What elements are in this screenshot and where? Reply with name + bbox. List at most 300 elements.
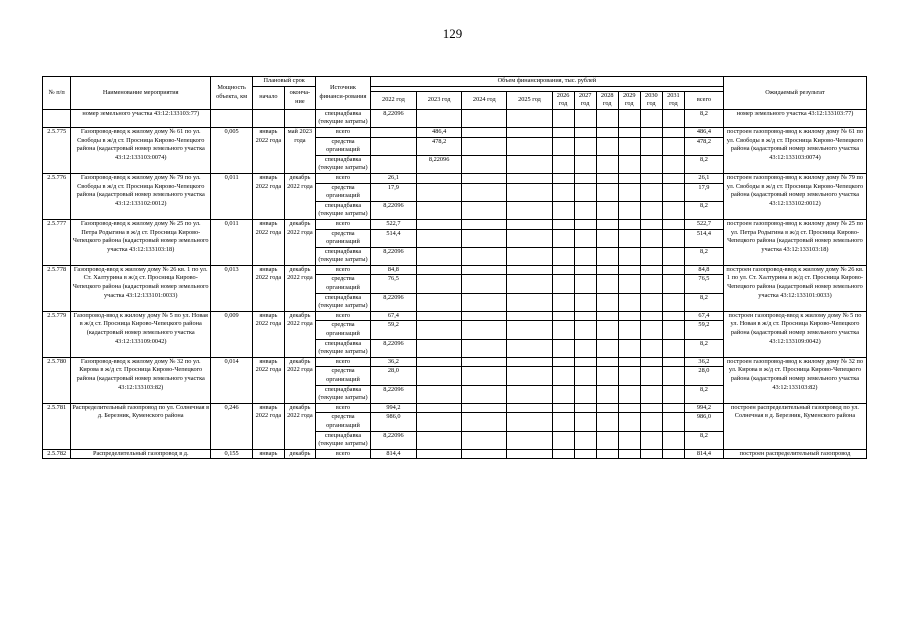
amount-empty xyxy=(662,339,684,357)
amount-empty xyxy=(596,247,618,265)
amount-2022: 986,0 xyxy=(370,413,416,431)
header-result: Ожидаемый результат xyxy=(723,77,866,110)
amount-2023 xyxy=(417,367,462,385)
amount-2023 xyxy=(417,321,462,339)
amount-empty xyxy=(507,183,552,201)
amount-empty xyxy=(618,293,640,311)
amount-empty xyxy=(640,321,662,339)
amount-total: 84,8 xyxy=(684,265,723,275)
table-row xyxy=(43,265,867,275)
amount-empty xyxy=(618,449,640,459)
header-year: 2024 год xyxy=(462,91,507,109)
row-start: январь xyxy=(253,449,285,459)
amount-empty xyxy=(596,275,618,293)
row-result: построен газопровод-ввод к жилому дому № 25 по ул. Петра Родыгина в ж/д ст. Просница Кирово-Чепецкого района (кадастровый номер земельного участка 43:12:133103:18) xyxy=(723,219,866,265)
amount-empty xyxy=(618,265,640,275)
amount-empty xyxy=(596,127,618,137)
row-source: спецнадбавка (текущие затраты) xyxy=(316,155,371,173)
row-capacity: 0,011 xyxy=(211,219,253,265)
amount-empty xyxy=(640,413,662,431)
amount-empty xyxy=(552,229,574,247)
amount-empty xyxy=(662,219,684,229)
amount-2023 xyxy=(417,201,462,219)
amount-empty xyxy=(552,219,574,229)
amount-empty xyxy=(596,219,618,229)
amount-empty xyxy=(462,339,507,357)
amount-2023: 486,4 xyxy=(417,127,462,137)
row-num: 2.5.777 xyxy=(43,219,71,265)
amount-2022: 8,22096 xyxy=(370,385,416,403)
amount-empty xyxy=(507,357,552,367)
amount-2022: 17,9 xyxy=(370,183,416,201)
amount-empty xyxy=(596,183,618,201)
table-row xyxy=(43,311,867,321)
amount-2023 xyxy=(417,431,462,449)
amount-total: 514,4 xyxy=(684,229,723,247)
row-num xyxy=(43,109,71,127)
amount-empty xyxy=(596,201,618,219)
amount-empty xyxy=(618,413,640,431)
amount-empty xyxy=(662,357,684,367)
row-end xyxy=(284,109,316,127)
amount-total: 8,2 xyxy=(684,155,723,173)
amount-total: 478,2 xyxy=(684,137,723,155)
amount-empty xyxy=(640,137,662,155)
amount-empty xyxy=(596,229,618,247)
row-name: Газопровод-ввод к жилому дому № 25 по ул. Петра Родыгина в ж/д ст. Просница Кирово-Чепецкого района (кадастровый номер земельного участка 43:12:133103:18) xyxy=(71,219,211,265)
amount-empty xyxy=(596,265,618,275)
amount-empty xyxy=(640,219,662,229)
amount-empty xyxy=(507,275,552,293)
row-end: декабрь 2022 года xyxy=(284,357,316,403)
row-num: 2.5.776 xyxy=(43,173,71,219)
amount-total: 76,5 xyxy=(684,275,723,293)
amount-empty xyxy=(574,431,596,449)
amount-empty xyxy=(618,357,640,367)
amount-empty xyxy=(462,275,507,293)
amount-2022: 59,2 xyxy=(370,321,416,339)
amount-2022 xyxy=(370,155,416,173)
amount-empty xyxy=(552,137,574,155)
amount-empty xyxy=(618,275,640,293)
amount-empty xyxy=(662,109,684,127)
amount-2023 xyxy=(417,403,462,413)
amount-2023 xyxy=(417,449,462,459)
amount-empty xyxy=(640,403,662,413)
row-num: 2.5.782 xyxy=(43,449,71,459)
amount-empty xyxy=(462,321,507,339)
amount-2023 xyxy=(417,219,462,229)
amount-2022: 8,22096 xyxy=(370,339,416,357)
amount-empty xyxy=(552,201,574,219)
row-end: декабрь 2022 года xyxy=(284,311,316,357)
row-source: средства организаций xyxy=(316,321,371,339)
amount-empty xyxy=(662,403,684,413)
row-capacity: 0,013 xyxy=(211,265,253,311)
amount-empty xyxy=(662,311,684,321)
amount-empty xyxy=(640,265,662,275)
amount-empty xyxy=(662,173,684,183)
amount-empty xyxy=(462,431,507,449)
amount-empty xyxy=(552,275,574,293)
amount-empty xyxy=(574,265,596,275)
amount-empty xyxy=(507,449,552,459)
amount-empty xyxy=(640,357,662,367)
row-result: построен газопровод-ввод к жилому дому № 5 по ул. Новая в ж/д ст. Просница Кирово-Чепецкого района (кадастровый номер земельного участка 43:12:133109:0042) xyxy=(723,311,866,357)
amount-empty xyxy=(640,173,662,183)
amount-total: 986,0 xyxy=(684,413,723,431)
row-result: построен газопровод-ввод к жилому дому № 26 кв. 1 по ул. Ст. Халтурина в ж/д ст. Просница Кирово-Чепецкого района (кадастровый номер земельного участка 43:12:133101:0033) xyxy=(723,265,866,311)
header-year: 2029 год xyxy=(618,91,640,109)
amount-2022: 76,5 xyxy=(370,275,416,293)
amount-empty xyxy=(640,127,662,137)
amount-empty xyxy=(662,229,684,247)
table-row xyxy=(43,403,867,413)
amount-empty xyxy=(552,311,574,321)
amount-2023 xyxy=(417,357,462,367)
header-year: 2031 год xyxy=(662,91,684,109)
amount-empty xyxy=(618,311,640,321)
header-year: 2023 год xyxy=(417,91,462,109)
amount-empty xyxy=(507,431,552,449)
amount-2022: 522,7 xyxy=(370,219,416,229)
amount-empty xyxy=(662,367,684,385)
row-capacity: 0,009 xyxy=(211,311,253,357)
amount-empty xyxy=(507,229,552,247)
row-source: всего xyxy=(316,403,371,413)
amount-empty xyxy=(462,357,507,367)
amount-total: 8,2 xyxy=(684,293,723,311)
amount-empty xyxy=(574,201,596,219)
amount-empty xyxy=(662,201,684,219)
amount-total: 486,4 xyxy=(684,127,723,137)
row-source: всего xyxy=(316,219,371,229)
amount-2022: 36,2 xyxy=(370,357,416,367)
amount-empty xyxy=(596,155,618,173)
amount-empty xyxy=(552,293,574,311)
row-num: 2.5.775 xyxy=(43,127,71,173)
header-year: 2030 год xyxy=(640,91,662,109)
amount-empty xyxy=(662,293,684,311)
amount-empty xyxy=(552,109,574,127)
row-source: всего xyxy=(316,311,371,321)
funding-table xyxy=(42,76,867,459)
amount-total: 8,2 xyxy=(684,431,723,449)
amount-total: 26,1 xyxy=(684,173,723,183)
row-num: 2.5.778 xyxy=(43,265,71,311)
amount-2022 xyxy=(370,127,416,137)
amount-empty xyxy=(618,155,640,173)
header-year: 2026 год xyxy=(552,91,574,109)
row-source: средства организаций xyxy=(316,183,371,201)
row-source: средства организаций xyxy=(316,413,371,431)
amount-empty xyxy=(462,137,507,155)
amount-2022: 8,22096 xyxy=(370,293,416,311)
amount-2023 xyxy=(417,265,462,275)
amount-2022: 8,22096 xyxy=(370,247,416,265)
amount-empty xyxy=(596,449,618,459)
amount-empty xyxy=(507,321,552,339)
amount-empty xyxy=(618,367,640,385)
amount-empty xyxy=(662,127,684,137)
amount-empty xyxy=(462,413,507,431)
amount-2023 xyxy=(417,275,462,293)
amount-empty xyxy=(462,155,507,173)
amount-empty xyxy=(574,311,596,321)
amount-empty xyxy=(552,339,574,357)
amount-2023 xyxy=(417,173,462,183)
row-source: спецнадбавка (текущие затраты) xyxy=(316,109,371,127)
amount-empty xyxy=(662,431,684,449)
amount-2023 xyxy=(417,247,462,265)
amount-total: 8,2 xyxy=(684,201,723,219)
row-end: декабрь 2022 года xyxy=(284,219,316,265)
amount-2023 xyxy=(417,183,462,201)
amount-empty xyxy=(552,367,574,385)
row-result: построен газопровод-ввод к жилому дому № 79 по ул. Свободы в ж/д ст. Просница Кирово-Чепецкого района (кадастровый номер земельного участка 43:12:133102:0012) xyxy=(723,173,866,219)
amount-empty xyxy=(507,219,552,229)
amount-empty xyxy=(462,385,507,403)
amount-empty xyxy=(574,229,596,247)
amount-total: 994,2 xyxy=(684,403,723,413)
amount-empty xyxy=(462,127,507,137)
row-source: всего xyxy=(316,357,371,367)
row-source: спецнадбавка (текущие затраты) xyxy=(316,385,371,403)
table-row xyxy=(43,109,867,127)
amount-empty xyxy=(574,367,596,385)
amount-2022: 28,0 xyxy=(370,367,416,385)
row-capacity: 0,155 xyxy=(211,449,253,459)
amount-empty xyxy=(462,173,507,183)
header-year: всего xyxy=(684,91,723,109)
amount-empty xyxy=(596,413,618,431)
amount-empty xyxy=(462,219,507,229)
amount-empty xyxy=(462,109,507,127)
amount-empty xyxy=(574,385,596,403)
amount-empty xyxy=(507,265,552,275)
header-num: № п/п xyxy=(43,77,71,110)
row-end: декабрь 2022 года xyxy=(284,265,316,311)
amount-empty xyxy=(574,321,596,339)
row-capacity xyxy=(211,109,253,127)
amount-empty xyxy=(507,311,552,321)
amount-empty xyxy=(462,293,507,311)
row-result: построен распределительный газопровод по ул. Солнечная в д. Березник, Куменского района xyxy=(723,403,866,449)
amount-empty xyxy=(462,229,507,247)
row-name: Распределительный газопровод в д. xyxy=(71,449,211,459)
amount-empty xyxy=(462,367,507,385)
amount-2022: 514,4 xyxy=(370,229,416,247)
row-capacity: 0,246 xyxy=(211,403,253,449)
amount-2023 xyxy=(417,413,462,431)
amount-empty xyxy=(596,109,618,127)
amount-empty xyxy=(662,449,684,459)
row-source: средства организаций xyxy=(316,367,371,385)
amount-empty xyxy=(618,201,640,219)
amount-empty xyxy=(640,367,662,385)
amount-empty xyxy=(640,183,662,201)
amount-total: 67,4 xyxy=(684,311,723,321)
amount-empty xyxy=(640,155,662,173)
row-name: Распределительный газопровод по ул. Солнечная в д. Березник, Куменского района xyxy=(71,403,211,449)
amount-empty xyxy=(552,183,574,201)
amount-2022 xyxy=(370,137,416,155)
amount-empty xyxy=(618,229,640,247)
row-num: 2.5.780 xyxy=(43,357,71,403)
amount-empty xyxy=(618,219,640,229)
amount-2023 xyxy=(417,229,462,247)
amount-total: 814,4 xyxy=(684,449,723,459)
amount-empty xyxy=(462,265,507,275)
amount-empty xyxy=(640,293,662,311)
amount-2023 xyxy=(417,339,462,357)
row-num: 2.5.781 xyxy=(43,403,71,449)
amount-total: 8,2 xyxy=(684,109,723,127)
table-row xyxy=(43,127,867,137)
amount-empty xyxy=(507,173,552,183)
row-source: спецнадбавка (текущие затраты) xyxy=(316,339,371,357)
row-result: построен распределительный газопровод xyxy=(723,449,866,459)
amount-empty xyxy=(662,321,684,339)
amount-empty xyxy=(640,247,662,265)
amount-empty xyxy=(596,293,618,311)
header-year: 2022 год xyxy=(370,91,416,109)
amount-empty xyxy=(574,247,596,265)
row-name: Газопровод-ввод к жилому дому № 26 кв. 1 по ул. Ст. Халтурина в ж/д ст. Просница Кирово-Чепецкого района (кадастровый номер земельного участка 43:12:133101:0033) xyxy=(71,265,211,311)
amount-empty xyxy=(596,357,618,367)
amount-2023 xyxy=(417,293,462,311)
amount-empty xyxy=(507,385,552,403)
amount-empty xyxy=(552,449,574,459)
row-source: всего xyxy=(316,173,371,183)
row-end: декабрь xyxy=(284,449,316,459)
amount-empty xyxy=(507,127,552,137)
amount-empty xyxy=(662,137,684,155)
row-source: средства организаций xyxy=(316,229,371,247)
row-num: 2.5.779 xyxy=(43,311,71,357)
amount-2022: 8,22096 xyxy=(370,109,416,127)
amount-empty xyxy=(596,431,618,449)
amount-empty xyxy=(507,293,552,311)
amount-empty xyxy=(552,403,574,413)
amount-empty xyxy=(507,155,552,173)
amount-2022: 8,22096 xyxy=(370,431,416,449)
header-source: Источник финанси-рования xyxy=(316,77,371,110)
row-source: спецнадбавка (текущие затраты) xyxy=(316,201,371,219)
row-source: всего xyxy=(316,449,371,459)
amount-2022: 994,2 xyxy=(370,403,416,413)
table-header xyxy=(43,77,867,110)
row-name: Газопровод-ввод к жилому дому № 61 по ул. Свободы в ж/д ст. Просница Кирово-Чепецкого района (кадастровый номер земельного участка 43:12:133103:0074) xyxy=(71,127,211,173)
amount-empty xyxy=(462,247,507,265)
row-end: май 2023 года xyxy=(284,127,316,173)
amount-empty xyxy=(596,173,618,183)
row-result: построен газопровод-ввод к жилому дому № 32 по ул. Кирова в ж/д ст. Просница Кирово-Чепецкого района (кадастровый номер земельного участка 43:12:133103:82) xyxy=(723,357,866,403)
amount-empty xyxy=(574,357,596,367)
header-year: 2028 год xyxy=(596,91,618,109)
row-start: январь 2022 года xyxy=(253,311,285,357)
amount-empty xyxy=(662,183,684,201)
row-start: январь 2022 года xyxy=(253,357,285,403)
row-capacity: 0,011 xyxy=(211,173,253,219)
amount-empty xyxy=(552,127,574,137)
amount-total: 8,2 xyxy=(684,247,723,265)
amount-empty xyxy=(507,201,552,219)
amount-2022: 67,4 xyxy=(370,311,416,321)
amount-empty xyxy=(507,109,552,127)
row-source: спецнадбавка (текущие затраты) xyxy=(316,431,371,449)
amount-empty xyxy=(640,339,662,357)
amount-total: 8,2 xyxy=(684,339,723,357)
amount-empty xyxy=(662,247,684,265)
amount-empty xyxy=(552,173,574,183)
amount-empty xyxy=(574,339,596,357)
row-start: январь 2022 года xyxy=(253,403,285,449)
amount-total: 522,7 xyxy=(684,219,723,229)
amount-empty xyxy=(596,311,618,321)
amount-2023: 8,22096 xyxy=(417,155,462,173)
amount-empty xyxy=(574,127,596,137)
amount-total: 28,0 xyxy=(684,367,723,385)
row-name: номер земельного участка 43:12:133103:77) xyxy=(71,109,211,127)
amount-empty xyxy=(507,403,552,413)
amount-2022: 26,1 xyxy=(370,173,416,183)
amount-empty xyxy=(507,137,552,155)
row-start: январь 2022 года xyxy=(253,173,285,219)
amount-empty xyxy=(574,155,596,173)
header-year: 2025 год xyxy=(507,91,552,109)
amount-empty xyxy=(552,321,574,339)
amount-empty xyxy=(618,339,640,357)
amount-empty xyxy=(618,173,640,183)
row-name: Газопровод-ввод к жилому дому № 79 по ул. Свободы в ж/д ст. Просница Кирово-Чепецкого района (кадастровый номер земельного участка 43:12:133102:0012) xyxy=(71,173,211,219)
amount-total: 36,2 xyxy=(684,357,723,367)
amount-empty xyxy=(552,431,574,449)
header-end: оконча-ние xyxy=(284,86,316,109)
amount-empty xyxy=(574,449,596,459)
amount-empty xyxy=(640,385,662,403)
amount-empty xyxy=(507,413,552,431)
amount-empty xyxy=(552,413,574,431)
row-start: январь 2022 года xyxy=(253,219,285,265)
amount-empty xyxy=(662,265,684,275)
table-body xyxy=(43,109,867,459)
amount-empty xyxy=(618,109,640,127)
amount-empty xyxy=(574,293,596,311)
amount-2023: 478,2 xyxy=(417,137,462,155)
amount-empty xyxy=(552,265,574,275)
row-capacity: 0,005 xyxy=(211,127,253,173)
amount-empty xyxy=(462,183,507,201)
row-result: построен газопровод-ввод к жилому дому № 61 по ул. Свободы в ж/д ст. Просница Кирово-Чепецкого района (кадастровый номер земельного участка 43:12:133103:0074) xyxy=(723,127,866,173)
amount-empty xyxy=(618,137,640,155)
amount-empty xyxy=(618,321,640,339)
amount-empty xyxy=(462,449,507,459)
amount-empty xyxy=(596,137,618,155)
row-source: средства организаций xyxy=(316,275,371,293)
amount-empty xyxy=(574,413,596,431)
amount-empty xyxy=(618,403,640,413)
amount-empty xyxy=(552,357,574,367)
amount-empty xyxy=(596,367,618,385)
row-name: Газопровод-ввод к жилому дому № 5 по ул. Новая в ж/д ст. Просница Кирово-Чепецкого района (кадастровый номер земельного участка 43:12:133109:0042) xyxy=(71,311,211,357)
amount-empty xyxy=(662,413,684,431)
header-capacity: Мощность объекта, км xyxy=(211,77,253,110)
amount-empty xyxy=(618,247,640,265)
amount-total: 17,9 xyxy=(684,183,723,201)
table-row xyxy=(43,357,867,367)
amount-empty xyxy=(507,247,552,265)
